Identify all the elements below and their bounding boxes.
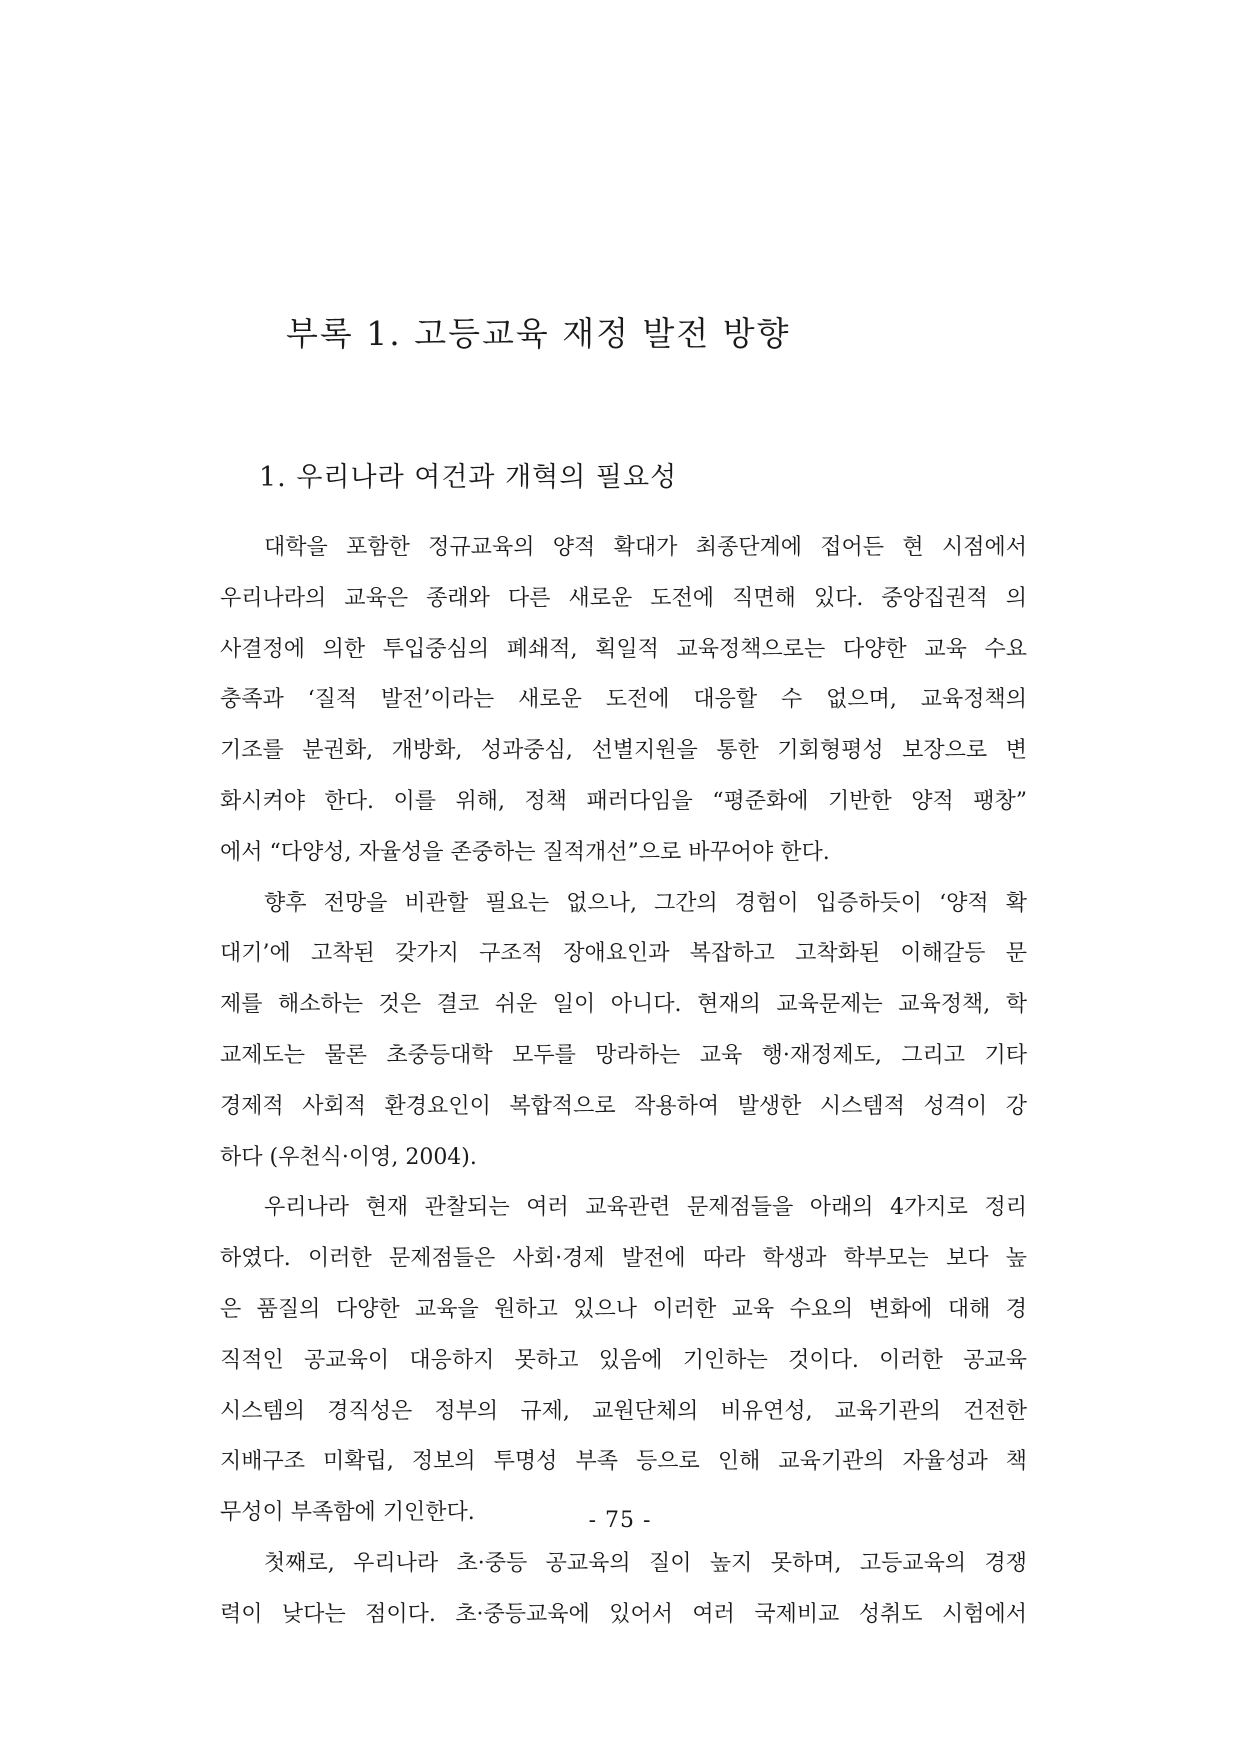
body-line: 대기’에 고착된 갖가지 구조적 장애요인과 복잡하고 고착화된 이해갈등 문 bbox=[220, 941, 1027, 967]
body-line: 제를 해소하는 것은 결코 쉬운 일이 아니다. 현재의 교육문제는 교육정책, 학 bbox=[220, 992, 1027, 1018]
body-line: 지배구조 미확립, 정보의 투명성 부족 등으로 인해 교육기관의 자율성과 책 bbox=[220, 1449, 1027, 1475]
body-line: 은 품질의 다양한 교육을 원하고 있으나 이러한 교육 수요의 변화에 대해 경 bbox=[220, 1296, 1027, 1322]
body-line: 에서 “다양성, 자율성을 존중하는 질적개선”으로 바꾸어야 한다. bbox=[220, 839, 830, 865]
body-line: 우리나라의 교육은 종래와 다른 새로운 도전에 직면해 있다. 중앙집권적 의 bbox=[220, 585, 1027, 611]
body-line: 화시켜야 한다. 이를 위해, 정책 패러다임을 “평준화에 기반한 양적 팽창” bbox=[220, 788, 1027, 814]
body-line: 대학을 포함한 정규교육의 양적 확대가 최종단계에 접어든 현 시점에서 bbox=[264, 535, 1027, 560]
section-heading: 1. 우리나라 여건과 개혁의 필요성 bbox=[259, 462, 678, 493]
appendix-title: 부록 1. 고등교육 재정 발전 방향 bbox=[286, 314, 791, 353]
page-number: - 75 - bbox=[588, 1508, 652, 1533]
body-line: 기조를 분권화, 개방화, 성과중심, 선별지원을 통한 기회형평성 보장으로 변 bbox=[220, 738, 1027, 764]
body-line: 우리나라 현재 관찰되는 여러 교육관련 문제점들을 아래의 4가지로 정리 bbox=[264, 1195, 1027, 1221]
body-line: 직적인 공교육이 대응하지 못하고 있음에 기인하는 것이다. 이러한 공교육 bbox=[220, 1347, 1027, 1373]
body-line: 사결정에 의한 투입중심의 폐쇄적, 획일적 교육정책으로는 다양한 교육 수요 bbox=[220, 636, 1027, 662]
body-line: 하다 (우천식·이영, 2004). bbox=[220, 1144, 477, 1170]
body-line: 충족과 ‘질적 발전’이라는 새로운 도전에 대응할 수 없으며, 교육정책의 bbox=[220, 687, 1027, 713]
body-text bbox=[220, 533, 1027, 1651]
body-line: 력이 낮다는 점이다. 초·중등교육에 있어서 여러 국제비교 성취도 시험에서 bbox=[220, 1601, 1027, 1627]
body-line: 향후 전망을 비관할 필요는 없으나, 그간의 경험이 입증하듯이 ‘양적 확 bbox=[264, 890, 1027, 916]
body-line: 첫째로, 우리나라 초·중등 공교육의 질이 높지 못하며, 고등교육의 경쟁 bbox=[264, 1550, 1027, 1576]
body-line: 경제적 사회적 환경요인이 복합적으로 작용하여 발생한 시스템적 성격이 강 bbox=[220, 1093, 1027, 1119]
body-line: 하였다. 이러한 문제점들은 사회·경제 발전에 따라 학생과 학부모는 보다 높 bbox=[220, 1246, 1027, 1272]
body-line: 교제도는 물론 초중등대학 모두를 망라하는 교육 행·재정제도, 그리고 기타 bbox=[220, 1042, 1027, 1068]
body-line: 무성이 부족함에 기인한다. bbox=[220, 1500, 475, 1526]
body-line: 시스템의 경직성은 정부의 규제, 교원단체의 비유연성, 교육기관의 건전한 bbox=[220, 1398, 1027, 1424]
